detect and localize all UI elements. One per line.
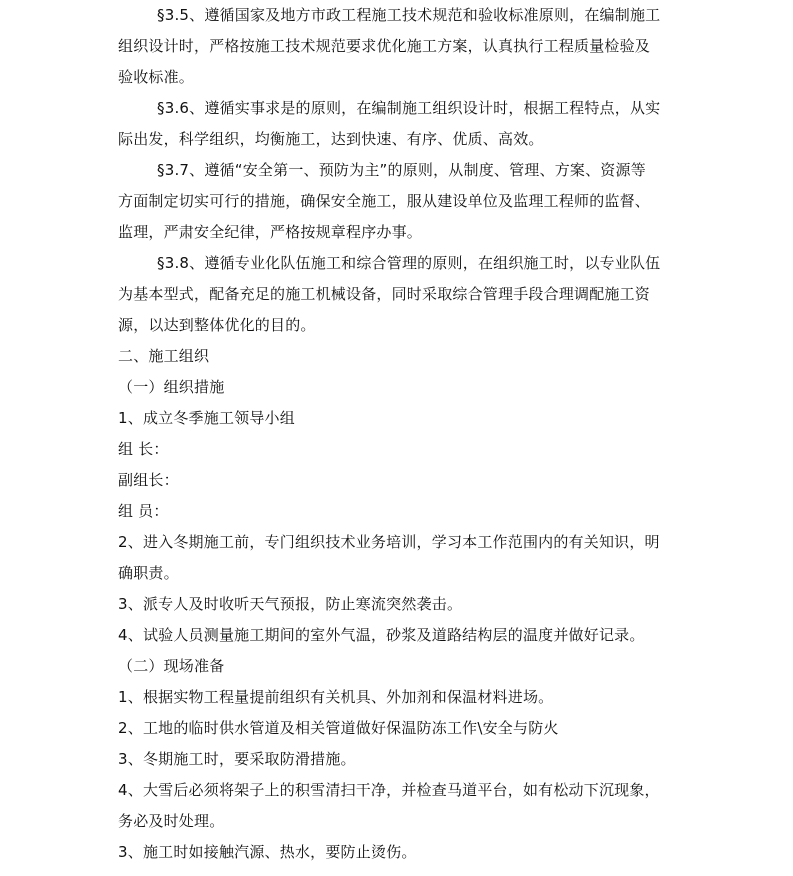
list-item-snow-cleanup-line-1: 4、大雪后必须将架子上的积雪清扫干净，并检查马道平台，如有松动下沉现象， bbox=[118, 781, 660, 799]
paragraph-3-6-line-1: §3.6、遵循实事求是的原则，在编制施工组织设计时，根据工程特点，从实 bbox=[157, 99, 661, 117]
paragraph-3-8-line-1: §3.8、遵循专业化队伍施工和综合管理的原则，在组织施工时，以专业队伍 bbox=[157, 254, 661, 272]
list-item-weather-forecast: 3、派专人及时收听天气预报，防止寒流突然袭击。 bbox=[118, 595, 463, 613]
group-member-label: 组 员： bbox=[118, 502, 169, 520]
list-item-burn-prevention: 3、施工时如接触汽源、热水，要防止烫伤。 bbox=[118, 843, 417, 861]
list-item-temperature-record: 4、试验人员测量施工期间的室外气温，砂浆及道路结构层的温度并做好记录。 bbox=[118, 626, 645, 644]
paragraph-3-8-line-2: 为基本型式，配备充足的施工机械设备，同时采取综合管理手段合理调配施工资 bbox=[118, 285, 651, 303]
list-item-equipment-entry: 1、根据实物工程量提前组织有关机具、外加剂和保温材料进场。 bbox=[118, 688, 554, 706]
subsection-heading-site-preparation: （二）现场准备 bbox=[118, 657, 225, 675]
paragraph-3-5-line-3: 验收标准。 bbox=[118, 68, 195, 86]
paragraph-3-6-line-2: 际出发，科学组织，均衡施工，达到快速、有序、优质、高效。 bbox=[118, 130, 544, 148]
list-item-pipe-insulation: 2、工地的临时供水管道及相关管道做好保温防冻工作\安全与防火 bbox=[118, 719, 559, 737]
paragraph-3-8-line-3: 源，以达到整体优化的目的。 bbox=[118, 316, 316, 334]
deputy-group-leader-label: 副组长： bbox=[118, 471, 179, 489]
subsection-heading-organization-measures: （一）组织措施 bbox=[118, 378, 225, 396]
list-item-snow-cleanup-line-2: 务必及时处理。 bbox=[118, 812, 225, 830]
paragraph-3-5-line-1: §3.5、遵循国家及地方市政工程施工技术规范和验收标准原则，在编制施工 bbox=[157, 6, 661, 24]
list-item-anti-slip: 3、冬期施工时，要采取防滑措施。 bbox=[118, 750, 356, 768]
paragraph-3-5-line-2: 组织设计时，严格按施工技术规范要求优化施工方案，认真执行工程质量检验及 bbox=[118, 37, 651, 55]
list-item-training-line-1: 2、进入冬期施工前，专门组织技术业务培训，学习本工作范围内的有关知识，明 bbox=[118, 533, 660, 551]
paragraph-3-7-line-2: 方面制定切实可行的措施，确保安全施工，服从建设单位及监理工程师的监督、 bbox=[118, 192, 651, 210]
list-item-training-line-2: 确职责。 bbox=[118, 564, 179, 582]
section-heading-construction-organization: 二、施工组织 bbox=[118, 347, 210, 365]
paragraph-3-7-line-1: §3.7、遵循“安全第一、预防为主”的原则，从制度、管理、方案、资源等 bbox=[157, 161, 646, 179]
paragraph-3-7-line-3: 监理，严肃安全纪律，严格按规章程序办事。 bbox=[118, 223, 423, 241]
group-leader-label: 组 长： bbox=[118, 440, 169, 458]
list-item-leadership-group: 1、成立冬季施工领导小组 bbox=[118, 409, 295, 427]
